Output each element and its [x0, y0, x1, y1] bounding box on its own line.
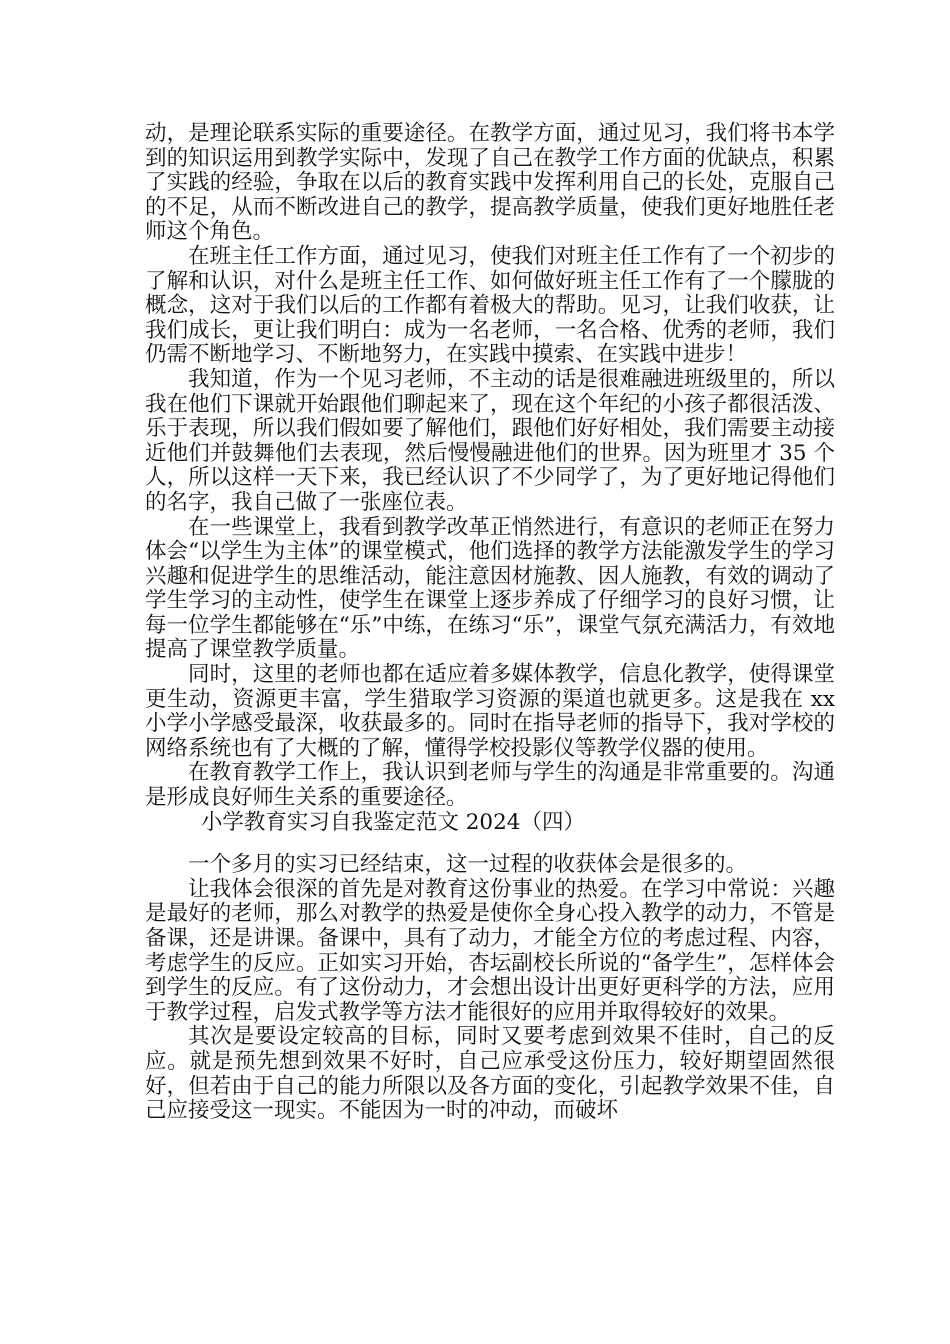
paragraph-5: 同时，这里的老师也都在适应着多媒体教学，信息化教学，使得课堂更生动，资源更丰富，学生猎取学习资源的渠道也就更多。这是我在 xx 小学小学感受最深，收获最多的。同时在指导老师的指导下，我对学校的网络系统也有了大概的了解，懂得学校投影仪等教学仪器的使用。 [145, 662, 835, 761]
paragraph-3: 我知道，作为一个见习老师，不主动的话是很难融进班级里的，所以我在他们下课就开始跟他们聊起来了，现在这个年纪的小孩子都很活泼、乐于表现，所以我们假如要了解他们，跟他们好好相处，我们需要主动接近他们并鼓舞他们去表现，然后慢慢融进他们的世界。因为班里才 35 个人，所以这样一天下来，我已经认识了不少同学了，为了更好地记得他们的名字，我自己做了一张座位表。 [145, 366, 835, 515]
section-heading: 小学教育实习自我鉴定范文 2024（四） [200, 809, 585, 835]
paragraph-2: 在班主任工作方面，通过见习，使我们对班主任工作有了一个初步的了解和认识，对什么是班主任工作、如何做好班主任工作有了一个朦胧的概念，这对于我们以后的工作都有着极大的帮助。见习，让我们收获，让我们成长，更让我们明白：成为一名老师，一名合格、优秀的老师，我们仍需不断地学习、不断地努力，在实践中摸索、在实践中进步！ [145, 243, 835, 368]
document-page [145, 122, 835, 1124]
paragraph-6: 在教育教学工作上，我认识到老师与学生的沟通是非常重要的。沟通是形成良好师生关系的重要途径。 [145, 760, 835, 811]
paragraph-1: 动，是理论联系实际的重要途径。在教学方面，通过见习，我们将书本学到的知识运用到教学实际中，发现了自己在教学工作方面的优缺点，积累了实践的经验，争取在以后的教育实践中发挥利用自己的长处，克服自己的不足，从而不断改进自己的教学，提高教学质量，使我们更好地胜任老师这个角色。 [145, 121, 835, 245]
paragraph-9: 其次是要设定较高的目标，同时又要考虑到效果不佳时，自己的反应。就是预先想到效果不好时，自己应承受这份压力，较好期望固然很好，但若由于自己的能力所限以及各方面的变化，引起教学效果不佳，自己应接受这一现实。不能因为一时的冲动，而破坏 [145, 1024, 835, 1124]
paragraph-7: 一个多月的实习已经结束，这一过程的收获体会是很多的。 [188, 852, 748, 878]
paragraph-4: 在一些课堂上，我看到教学改革正悄然进行，有意识的老师正在努力体会“以学生为主体”的课堂模式，他们选择的教学方法能激发学生的学习兴趣和促进学生的思维活动，能注意因材施教、因人施教，有效的调动了学生学习的主动性，使学生在课堂上逐步养成了仔细学习的良好习惯，让每一位学生都能够在“乐”中练，在练习“乐”，课堂气氛充满活力，有效地提高了课堂教学质量。 [145, 514, 835, 663]
paragraph-8: 让我体会很深的首先是对教育这份事业的热爱。在学习中常说：兴趣是最好的老师，那么对教学的热爱是使你全身心投入教学的动力，不管是备课，还是讲课。备课中，具有了动力，才能全方位的考虑过程、内容，考虑学生的反应。正如实习开始，杏坛副校长所说的“备学生”，怎样体会到学生的反应。有了这份动力，才会想出设计出更好更科学的方法，应用于教学过程，启发式教学等方法才能很好的应用并取得较好的效果。 [145, 876, 835, 1025]
